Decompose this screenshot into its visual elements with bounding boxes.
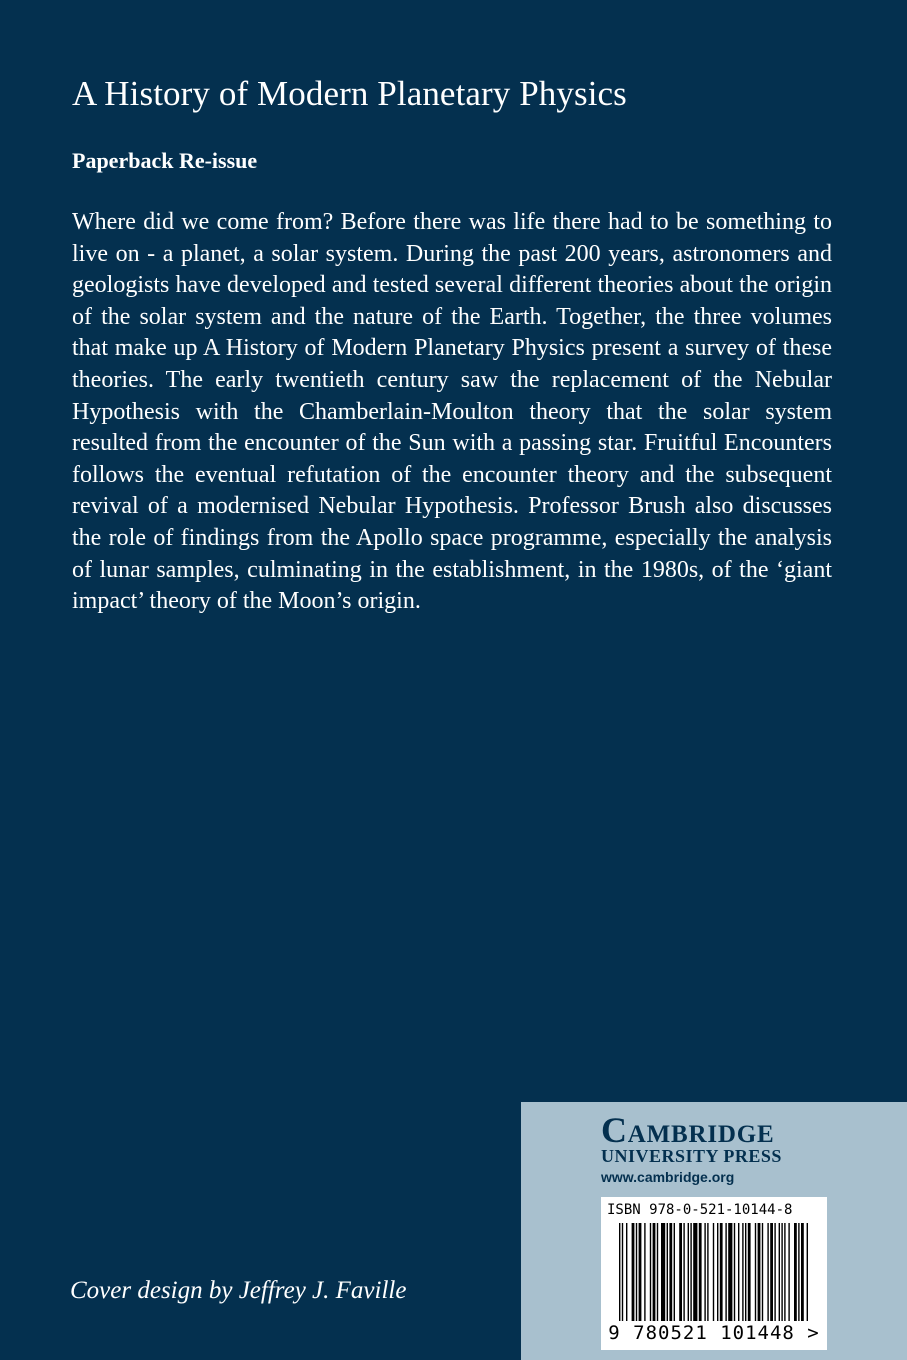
barcode-bar (690, 1223, 691, 1321)
barcode-bar (770, 1223, 773, 1321)
publisher-logo-name: Cambridge (601, 1110, 775, 1150)
barcode-bar (657, 1223, 658, 1321)
barcode-bar (748, 1223, 751, 1321)
barcode-bar (788, 1223, 789, 1321)
barcode-bar (794, 1223, 797, 1321)
barcode-bar (699, 1223, 702, 1321)
barcode-bar (704, 1223, 705, 1321)
publisher-logo-subname: UNIVERSITY PRESS (601, 1146, 782, 1166)
barcode-bar (674, 1223, 675, 1321)
barcode-bar (622, 1223, 623, 1321)
barcode-bar (661, 1223, 665, 1321)
barcode-digits: 9 780521 101448 > (608, 1322, 820, 1344)
barcode-bar (781, 1223, 782, 1321)
barcode-bar (619, 1223, 620, 1321)
barcode-bar (688, 1223, 689, 1321)
barcode-bar (717, 1223, 718, 1321)
barcode-bar (738, 1223, 739, 1321)
barcode-bar (644, 1223, 645, 1321)
publisher-url: www.cambridge.org (601, 1169, 735, 1185)
barcode-bar (653, 1223, 656, 1321)
barcode-label (601, 1197, 827, 1350)
barcode-bar (636, 1223, 637, 1321)
barcode-bar (667, 1223, 668, 1321)
barcode-bar (693, 1223, 697, 1321)
book-title: A History of Modern Planetary Physics (72, 74, 627, 113)
barcode-bar (728, 1223, 732, 1321)
barcode-bar (755, 1223, 756, 1321)
barcode-bar (669, 1223, 672, 1321)
barcode-bar (720, 1223, 723, 1321)
barcode-bar (639, 1223, 642, 1321)
barcode-icon (601, 1197, 827, 1327)
barcode-bar (784, 1223, 785, 1321)
barcode-bar (807, 1223, 808, 1321)
barcode-bar (774, 1223, 775, 1321)
barcode-bar (734, 1223, 735, 1321)
barcode-bar (650, 1223, 651, 1321)
barcode-bar (707, 1223, 708, 1321)
barcode-bar (632, 1223, 635, 1321)
barcode-bar (713, 1223, 714, 1321)
barcode-bar (767, 1223, 768, 1321)
barcode-bar (725, 1223, 726, 1321)
barcode-bar (762, 1223, 763, 1321)
barcode-bar (801, 1223, 804, 1321)
book-description: Where did we come from? Before there was life there had to be something to live on - a planet, a solar system. During the past 200 years, astronomers and geologists have developed and tested several different theories about the origin of the solar system and the nature of the Earth. Together, the three volumes that make up A History of Modern Planetary Physics present a survey of these theories. The early twentieth century saw the replacement of the Nebular Hypothesis with the Chamberlain-Moulton theory that the solar system resulted from the encounter of the Sun with a passing star. Fruitful Encounters follows the eventual refutation of the encounter theory and the subsequent revival of a modernised Nebular Hypothesis. Professor Brush also discusses the role of findings from the Apollo space programme, especially the analysis of lunar samples, culminating in the establishment, in the 1980s, of the ‘giant impact’ theory of the Moon’s origin. (72, 209, 832, 615)
publisher-panel (521, 1102, 907, 1360)
edition-label: Paperback Re-issue (72, 148, 258, 173)
isbn-number: ISBN 978-0-521-10144-8 (607, 1202, 793, 1218)
barcode-bar (626, 1223, 627, 1321)
barcode-bar (683, 1223, 684, 1321)
cover-design-credit: Cover design by Jeffrey J. Faville (70, 1277, 407, 1304)
barcode-bar (742, 1223, 743, 1321)
barcode-bar (779, 1223, 780, 1321)
barcode-bar (679, 1223, 682, 1321)
barcode-bar (758, 1223, 761, 1321)
barcode-bar (798, 1223, 799, 1321)
barcode-bar (745, 1223, 746, 1321)
